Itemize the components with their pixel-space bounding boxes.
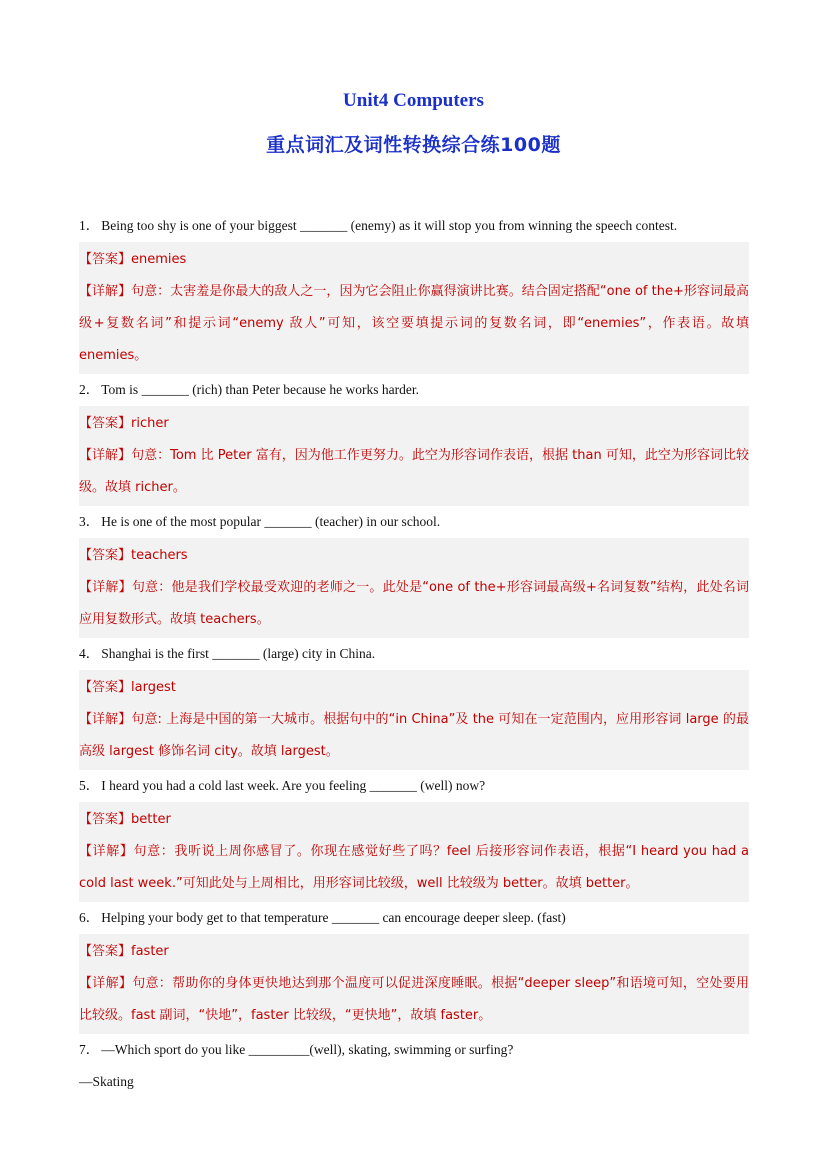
title-block <box>0 86 827 160</box>
question-number: 3． <box>79 514 100 529</box>
answer-tag: 【答案】 <box>79 548 132 563</box>
detail-text: 句意：帮助你的身体更快地达到那个温度可以促进深度睡眠。根据“deeper sleep”和语境可知，空处要用比较级。fast 副词，“快地”，faster 比较级，“更快地”，故填 faster。 <box>79 976 749 1023</box>
detail-line <box>79 704 749 768</box>
question-post: (large) city in China. <box>262 646 376 661</box>
question-number: 5． <box>79 778 100 793</box>
detail-line <box>79 836 749 900</box>
question-post: (teacher) in our school. <box>314 514 441 529</box>
question-reply: —Skating <box>79 1074 134 1089</box>
answer-tag: 【答案】 <box>79 812 132 827</box>
answer-tag: 【答案】 <box>79 944 132 959</box>
question-text <box>79 506 749 538</box>
question-number: 4． <box>79 646 100 661</box>
question-item-5 <box>79 770 749 902</box>
answer-value: teachers <box>131 548 188 563</box>
answer-tag: 【答案】 <box>79 252 132 267</box>
question-blank: _______ <box>331 910 380 925</box>
question-text <box>79 770 749 802</box>
answer-tag: 【答案】 <box>79 680 132 695</box>
detail-tag: 【详解】 <box>79 712 132 727</box>
answer-value: faster <box>131 944 169 959</box>
question-post: (rich) than Peter because he works harder. <box>192 382 419 397</box>
detail-line <box>79 440 749 504</box>
answer-box <box>79 802 749 902</box>
question-pre: He is one of the most popular <box>101 514 261 529</box>
detail-tag: 【详解】 <box>79 844 134 859</box>
answer-value: richer <box>131 416 169 431</box>
question-pre: I heard you had a cold last week. Are you feeling <box>101 778 367 793</box>
detail-text: 句意: 上海是中国的第一大城市。根据句中的“in China”及 the 可知在一定范围内，应用形容词 large 的最高级 largest 修饰名词 city。故填 largest。 <box>79 712 749 759</box>
question-pre: —Which sport do you like <box>101 1042 246 1057</box>
question-text <box>79 902 749 934</box>
answer-line <box>79 540 749 572</box>
answer-value: better <box>131 812 171 827</box>
question-blank: _______ <box>212 646 260 661</box>
question-text <box>79 1034 749 1066</box>
question-item-4 <box>79 638 749 770</box>
question-list <box>79 210 749 1098</box>
page-subtitle: 重点词汇及词性转换综合练100题 <box>266 134 561 156</box>
question-item-2 <box>79 374 749 506</box>
question-number: 7． <box>79 1042 100 1057</box>
question-item-6 <box>79 902 749 1034</box>
question-pre: Shanghai is the first <box>101 646 209 661</box>
detail-tag: 【详解】 <box>79 284 132 299</box>
detail-line <box>79 572 749 636</box>
answer-box <box>79 670 749 770</box>
answer-value: enemies <box>131 252 187 267</box>
answer-line <box>79 936 749 968</box>
answer-tag: 【答案】 <box>79 416 132 431</box>
question-text <box>79 638 749 670</box>
question-blank: _______ <box>300 218 348 233</box>
detail-text: 句意：他是我们学校最受欢迎的老师之一。此处是“one of the+形容词最高级+名词复数”结构，此处名词应用复数形式。故填 teachers。 <box>79 580 749 627</box>
question-blank: _________ <box>248 1042 310 1057</box>
answer-line <box>79 244 749 276</box>
question-number: 2． <box>79 382 100 397</box>
answer-line <box>79 672 749 704</box>
page-title: Unit4 Computers <box>343 90 484 111</box>
answer-box <box>79 538 749 638</box>
question-post: (enemy) as it will stop you from winning the speech contest. <box>350 218 678 233</box>
question-item-1 <box>79 210 749 374</box>
question-post: (well) now? <box>420 778 486 793</box>
answer-box <box>79 934 749 1034</box>
answer-value: largest <box>131 680 176 695</box>
answer-line <box>79 408 749 440</box>
detail-text: 句意：Tom 比 Peter 富有，因为他工作更努力。此空为形容词作表语，根据 than 可知，此空为形容词比较级。故填 richer。 <box>79 448 749 495</box>
question-blank: _______ <box>141 382 189 397</box>
detail-line <box>79 276 749 372</box>
detail-line <box>79 968 749 1032</box>
question-number: 1． <box>79 218 100 233</box>
answer-box <box>79 242 749 374</box>
question-post: can encourage deeper sleep. (fast) <box>382 910 566 925</box>
question-pre: Helping your body get to that temperature <box>101 910 329 925</box>
question-number: 6． <box>79 910 100 925</box>
question-text <box>79 374 749 406</box>
answer-line <box>79 804 749 836</box>
question-blank: _______ <box>264 514 312 529</box>
detail-tag: 【详解】 <box>79 976 133 991</box>
detail-tag: 【详解】 <box>79 580 132 595</box>
question-item-7 <box>79 1034 749 1098</box>
question-blank: _______ <box>369 778 417 793</box>
answer-box <box>79 406 749 506</box>
detail-text: 句意：太害羞是你最大的敌人之一，因为它会阻止你赢得演讲比赛。结合固定搭配“one of the+形容词最高级+复数名词”和提示词“enemy 敌人”可知，该空要填提示词的复数名词，即“enemies”，作表语。故填 enemies。 <box>79 284 749 363</box>
detail-tag: 【详解】 <box>79 448 132 463</box>
question-post: (well), skating, swimming or surfing? <box>309 1042 514 1057</box>
question-pre: Tom is <box>101 382 139 397</box>
question-pre: Being too shy is one of your biggest <box>101 218 297 233</box>
question-item-3 <box>79 506 749 638</box>
detail-text: 句意：我听说上周你感冒了。你现在感觉好些了吗？feel 后接形容词作表语，根据“I heard you had a cold last week.”可知此处与上周相比，用形容词比较级，well 比较级为 better。故填 better。 <box>79 844 749 891</box>
question-text <box>79 210 749 242</box>
